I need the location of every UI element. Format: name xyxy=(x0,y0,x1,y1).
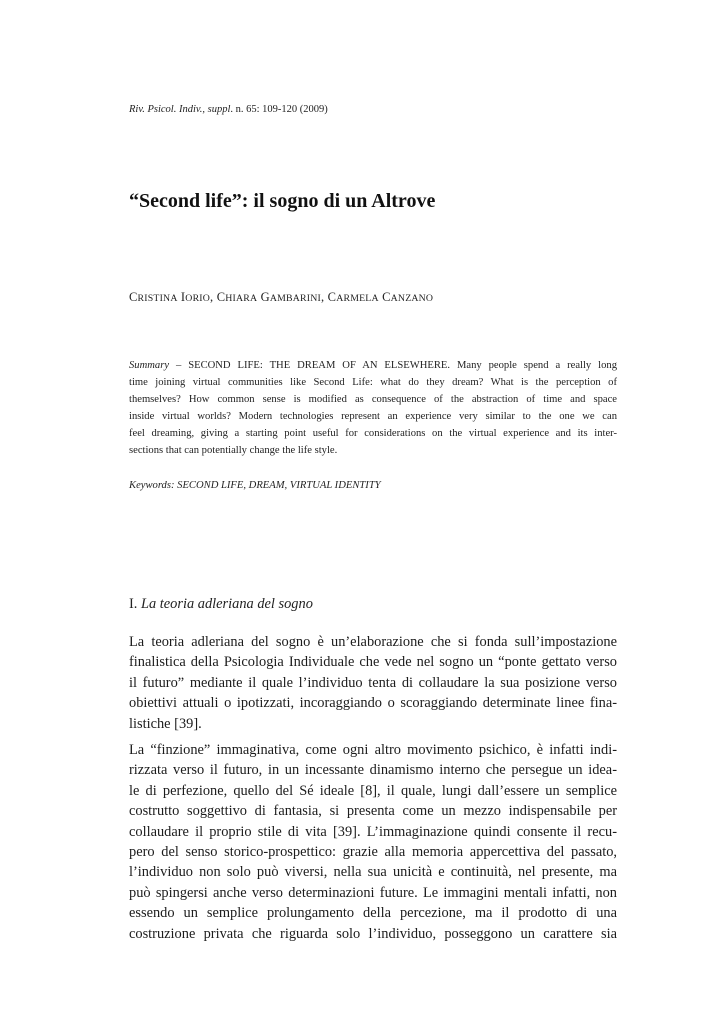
summary-label: Summary xyxy=(129,360,170,371)
summary-abstract xyxy=(129,357,617,459)
section-number: I. xyxy=(129,596,141,612)
body-paragraph-1 xyxy=(129,632,617,734)
body-paragraph-2 xyxy=(129,740,617,944)
section-title: La teoria adleriana del sogno xyxy=(141,596,313,612)
paragraph-line: obiettivi attuali o ipotizzati, incoraggiando o scoraggiando determinate linee fina- xyxy=(129,695,617,712)
paragraph-line: essendo un semplice prolungamento della percezione, ma il prodotto di una xyxy=(129,905,617,922)
summary-line: Summary – SECOND LIFE: THE DREAM OF AN ELSEWHERE. Many people spend a really long xyxy=(129,360,617,371)
paragraph-line: La “finzione” immaginativa, come ogni altro movimento psichico, è infatti indi- xyxy=(129,742,617,758)
summary-line: inside virtual worlds? Modern technologies represent an experience very similar to the one we can xyxy=(129,411,617,422)
article-title: “Second life”: il sogno di un Altrove xyxy=(129,190,436,212)
paragraph-line: costruzione privata che riguarda solo l’individuo, posseggono un carattere sia xyxy=(129,925,617,942)
paragraph-line: finalistica della Psicologia Individuale che vede nel sogno un “ponte gettato verso xyxy=(129,654,617,671)
author-3: CARMELA CANZANO xyxy=(327,290,434,304)
paragraph-line: La teoria adleriana del sogno è un’elaborazione che si fonda sull’impostazione xyxy=(129,634,617,650)
journal-volume: . n. 65: 109-120 (2009) xyxy=(230,104,328,115)
author-1: CRISTINA IORIO xyxy=(129,290,211,304)
author-list: CRISTINA IORIO, CHIARA GAMBARINI, CARMELA CANZANO xyxy=(129,290,434,304)
paragraph-line: costrutto soggettivo di fantasia, si presenta come un mezzo indispensabile per xyxy=(129,803,617,820)
summary-line: sections that can potentially change the life style. xyxy=(129,445,338,456)
keywords-label: Keywords xyxy=(129,480,171,491)
paragraph-line: può spingersi anche verso determinazioni future. Le immagini mentali infatti, non xyxy=(129,884,617,901)
journal-citation xyxy=(129,104,328,115)
summary-line: time joining virtual communities like Second Life: what do they dream? What is the perception of xyxy=(129,377,617,388)
paragraph-line: le di perfezione, quello del Sé ideale [8], il quale, lungi dall’essere un semplice xyxy=(129,782,617,799)
author-2: CHIARA GAMBARINI xyxy=(216,290,321,304)
paragraph-line: l’individuo non solo può viversi, nella sua unicità e continuità, nel presente, ma xyxy=(129,864,617,881)
keywords-list: : SECOND LIFE, DREAM, VIRTUAL IDENTITY xyxy=(170,480,381,491)
keywords xyxy=(129,480,381,491)
paragraph-line: collaudare il proprio stile di vita [39]. L’immaginazione quindi consente il recu- xyxy=(129,823,617,840)
paragraph-line: listiche [39]. xyxy=(129,715,202,732)
paragraph-line: rizzata verso il futuro, in un incessante dinamismo interno che persegue un idea- xyxy=(129,762,617,779)
journal-name: Riv. Psicol. Indiv., suppl xyxy=(129,104,231,115)
summary-line: feel dreaming, giving a starting point useful for considerations on the virtual experience and its inter- xyxy=(129,428,617,439)
section-heading xyxy=(129,596,313,613)
paragraph-line: pero del senso storico-prospettico: grazie alla memoria appercettiva del passato, xyxy=(129,844,617,861)
paragraph-line: il futuro” mediante il quale l’individuo tenta di collaudare la sua posizione verso xyxy=(129,674,617,691)
summary-line: themselves? How common sense is modified as consequence of the abstraction of time and space xyxy=(129,394,617,405)
